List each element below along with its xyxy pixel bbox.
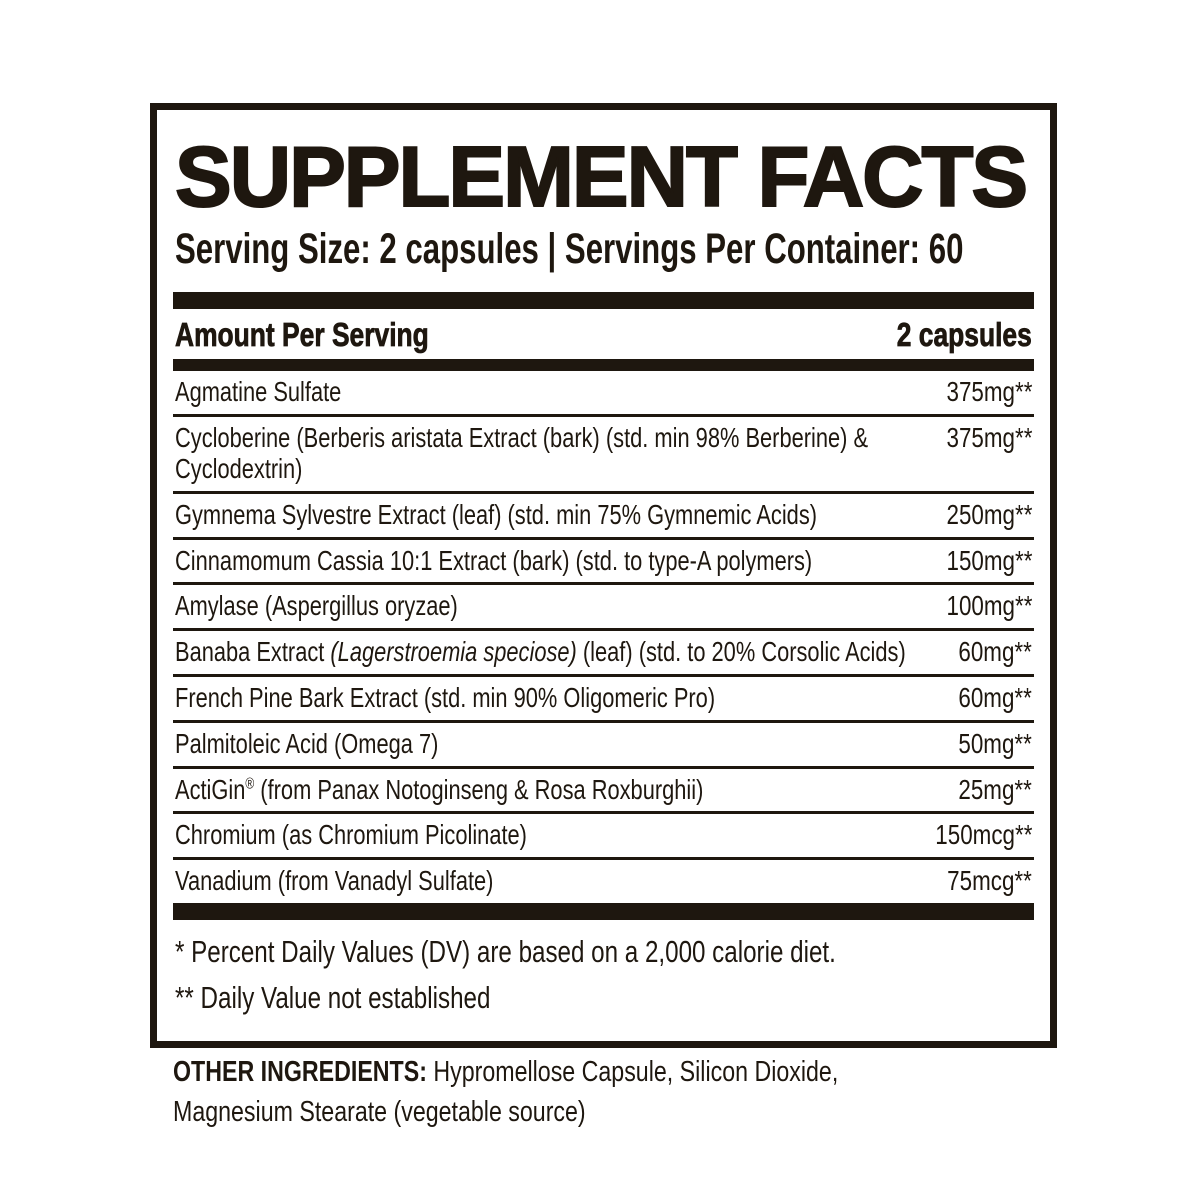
footnote-daily-value-text: * Percent Daily Values (DV) are based on a 2,000 calorie diet.	[175, 934, 836, 970]
ingredient-row	[173, 677, 1034, 723]
ingredient-name: Palmitoleic Acid (Omega 7)	[175, 727, 439, 759]
divider-thick-bottom	[173, 903, 1034, 920]
ingredient-name: French Pine Bark Extract (std. min 90% Oligomeric Pro)	[175, 682, 716, 714]
ingredient-name: Amylase (Aspergillus oryzae)	[175, 590, 458, 622]
ingredient-row	[173, 631, 1034, 677]
other-ingredients	[173, 1052, 881, 1132]
divider-thick-top	[173, 292, 1034, 309]
ingredient-name: Banaba Extract (Lagerstroemia speciose) (leaf) (std. to 20% Corsolic Acids)	[175, 636, 906, 668]
serving-info-text: Serving Size: 2 capsules | Servings Per Container: 60	[175, 224, 964, 273]
ingredient-amount: 100mg**	[946, 590, 1032, 622]
footnote-not-established	[175, 980, 1032, 1016]
ingredient-amount: 60mg**	[958, 636, 1032, 668]
serving-unit-label: 2 capsules	[896, 316, 1032, 354]
footnote-daily-value	[175, 934, 1032, 970]
ingredient-name: Cinnamomum Cassia 10:1 Extract (bark) (std. to type-A polymers)	[175, 544, 813, 576]
other-ingredients-text: Hypromellose Capsule, Silicon Dioxide, Magnesium Stearate (vegetable source)	[173, 1056, 839, 1129]
panel-title: SUPPLEMENT FACTS	[175, 130, 1027, 225]
ingredient-amount: 75mcg**	[947, 865, 1032, 897]
other-ingredients-line	[173, 1052, 881, 1132]
amount-per-serving-header	[175, 317, 492, 353]
column-header-row	[173, 309, 1034, 359]
ingredient-row	[173, 494, 1034, 540]
divider-thick-header	[173, 359, 1034, 371]
ingredient-amount: 60mg**	[958, 682, 1032, 714]
ingredient-row	[173, 723, 1034, 769]
ingredient-name: Gymnema Sylvestre Extract (leaf) (std. min 75% Gymnemic Acids)	[175, 498, 818, 530]
ingredient-row	[173, 860, 1034, 903]
ingredient-row	[173, 417, 1034, 494]
ingredient-row	[173, 814, 1034, 860]
other-ingredients-label: OTHER INGREDIENTS:	[173, 1056, 427, 1088]
footnotes	[173, 920, 1034, 1031]
ingredient-row	[173, 371, 1034, 417]
ingredient-row	[173, 769, 1034, 815]
ingredient-amount: 250mg**	[946, 498, 1032, 530]
ingredient-rows	[173, 371, 1034, 903]
ingredient-amount: 150mg**	[946, 544, 1032, 576]
amount-per-serving-label: Amount Per Serving	[175, 316, 429, 354]
ingredient-name: Agmatine Sulfate	[175, 376, 342, 408]
ingredient-amount: 375mg**	[946, 422, 1032, 454]
ingredient-amount: 50mg**	[958, 727, 1032, 759]
ingredient-amount: 25mg**	[958, 773, 1032, 805]
ingredient-name: Chromium (as Chromium Picolinate)	[175, 819, 527, 851]
serving-info	[175, 225, 1034, 274]
ingredient-row	[173, 540, 1034, 586]
ingredient-amount: 150mcg**	[934, 819, 1032, 851]
ingredient-amount: 375mg**	[946, 376, 1032, 408]
serving-unit-header	[863, 317, 1032, 353]
supplement-facts-panel	[150, 103, 1057, 1048]
footnote-not-established-text: ** Daily Value not established	[175, 979, 491, 1015]
ingredient-name: Cycloberine (Berberis aristata Extract (bark) (std. min 98% Berberine) & Cyclodextrin)	[175, 422, 869, 485]
ingredient-name: ActiGin® (from Panax Notoginseng & Rosa Roxburghii)	[175, 773, 704, 805]
ingredient-name: Vanadium (from Vanadyl Sulfate)	[175, 865, 494, 897]
ingredient-row	[173, 585, 1034, 631]
